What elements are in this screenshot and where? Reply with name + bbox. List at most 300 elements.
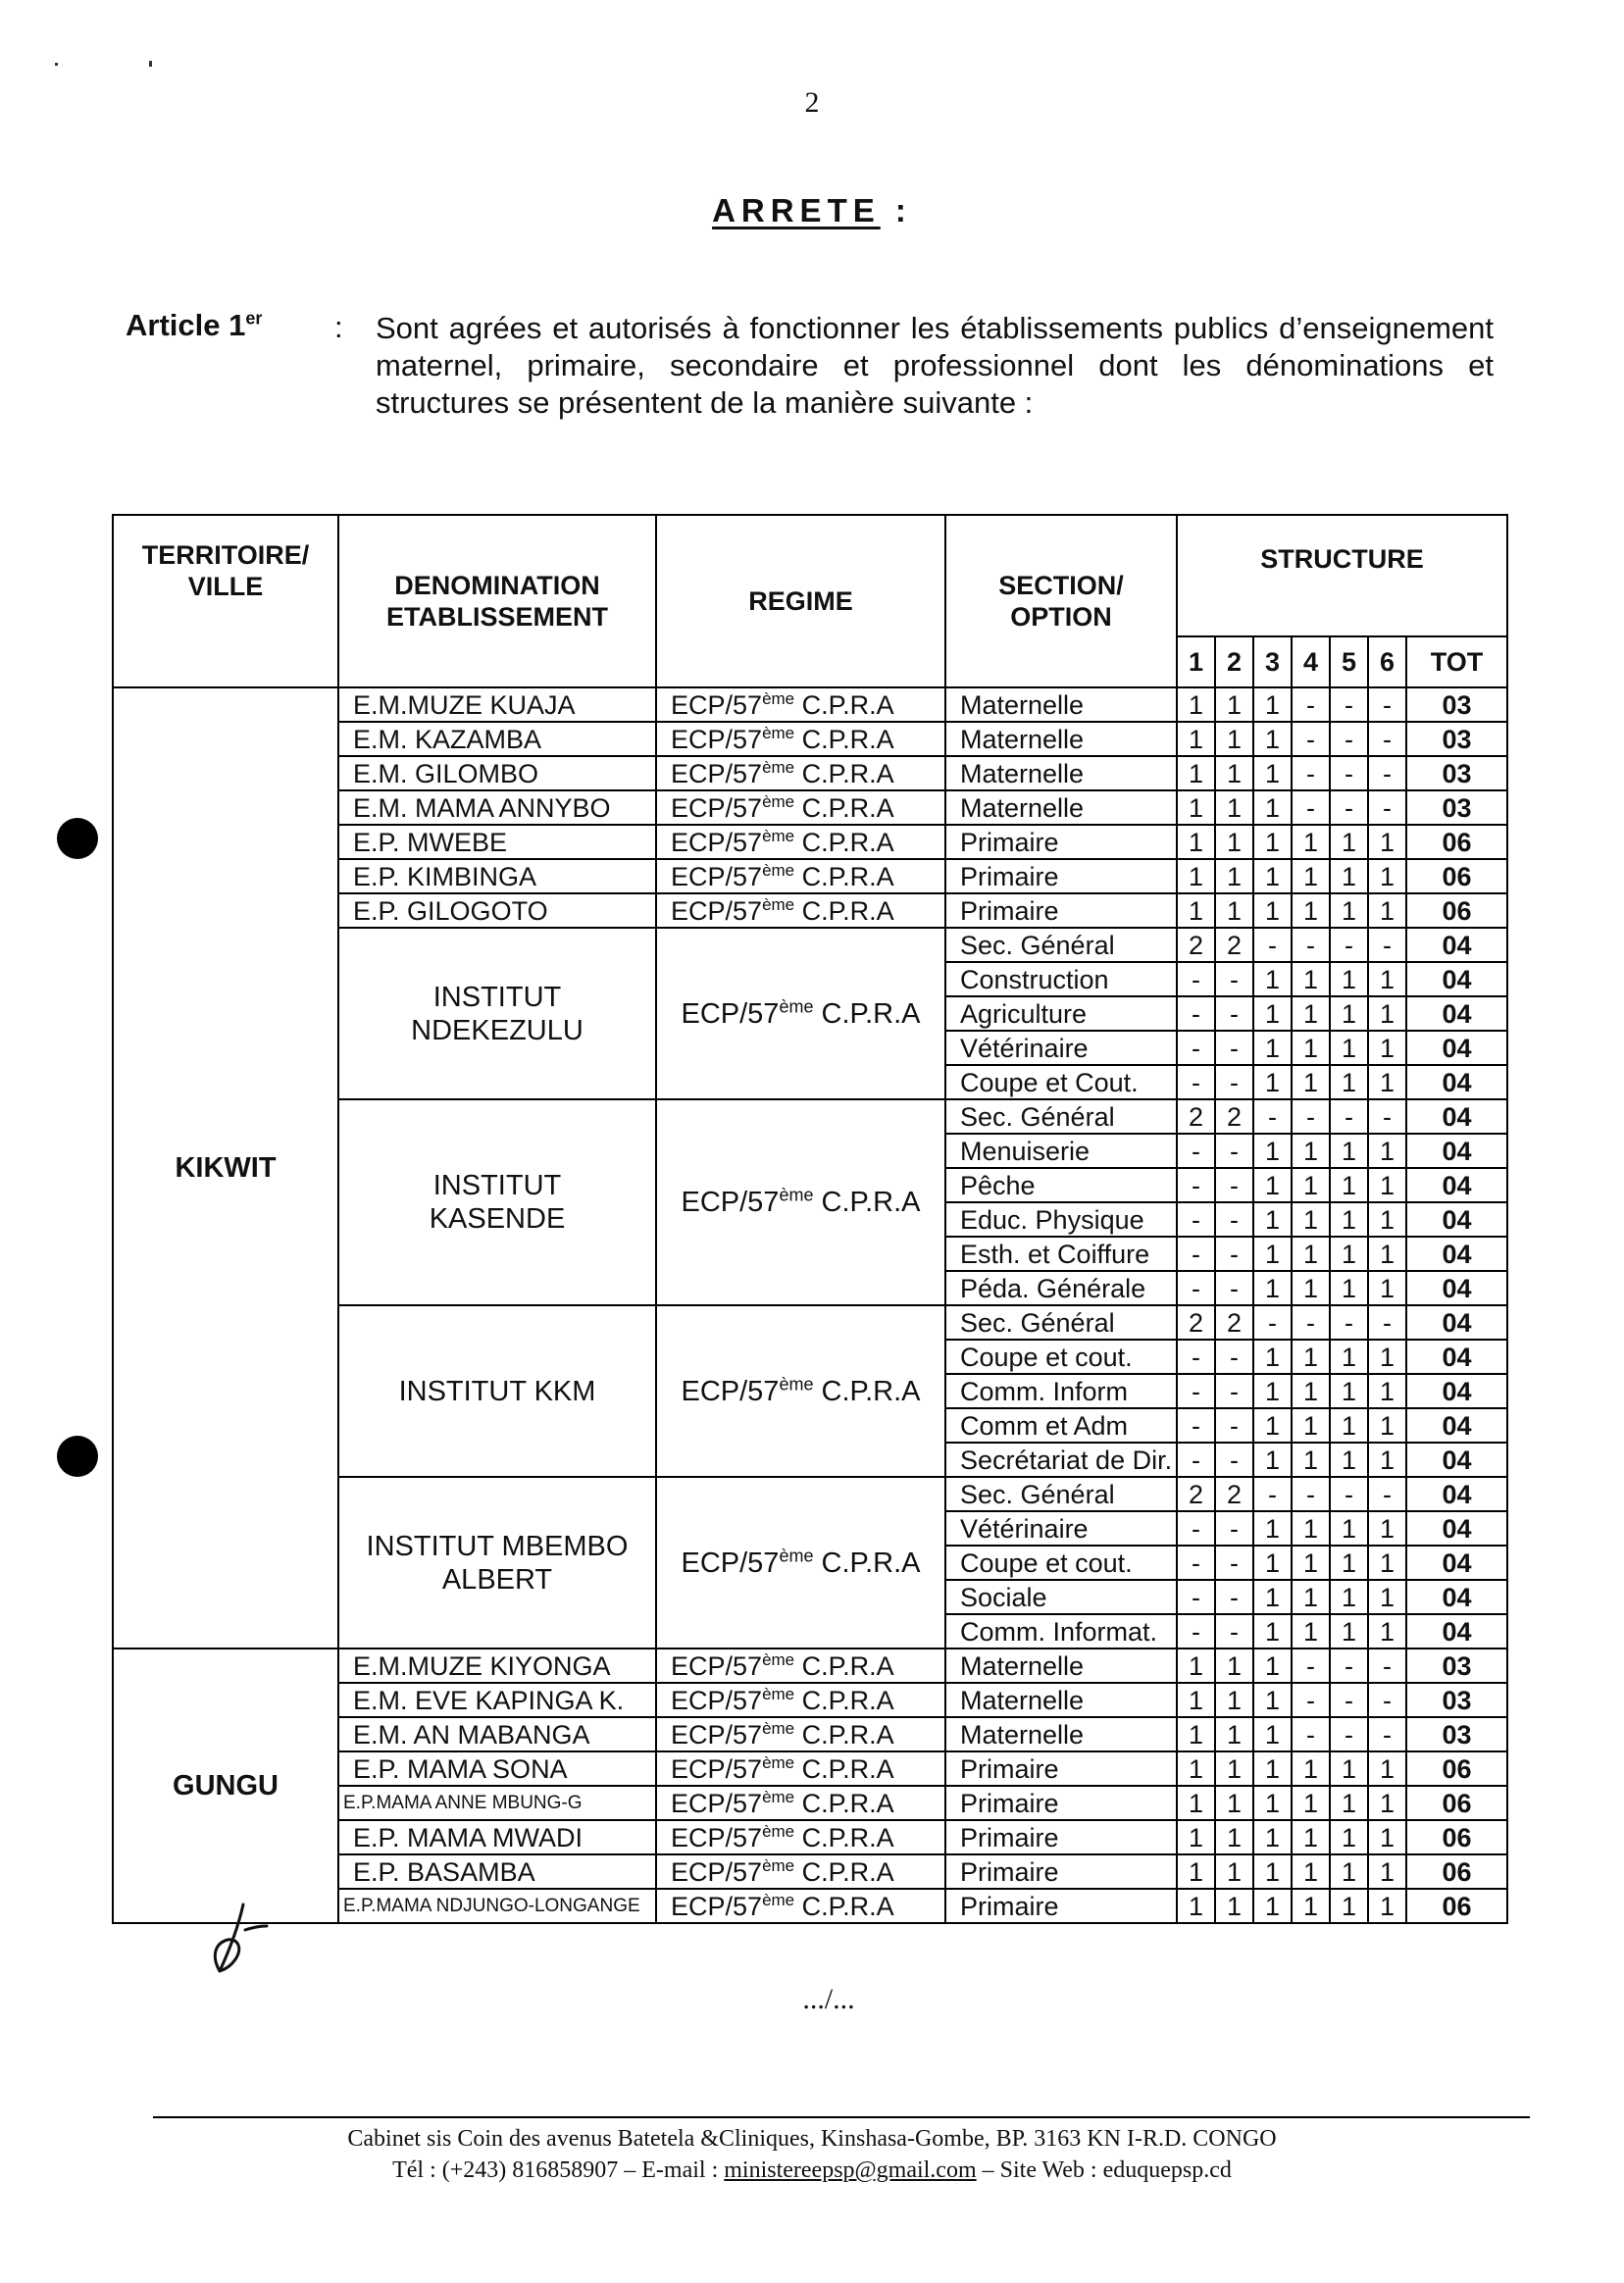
structure-year-4: -	[1292, 1477, 1330, 1511]
school-name: E.M.MUZE KIYONGA	[338, 1649, 656, 1683]
school-name: E.P. BASAMBA	[338, 1854, 656, 1889]
structure-year-5: 1	[1330, 893, 1368, 928]
structure-year-3: 1	[1253, 1340, 1292, 1374]
regime-sup: ème	[762, 1821, 795, 1841]
table-row	[113, 687, 1507, 722]
header-year-3: 3	[1253, 636, 1292, 687]
structure-year-5: -	[1330, 1099, 1368, 1134]
institute-name-line1: INSTITUT	[432, 1170, 562, 1201]
section-option: Sec. Général	[945, 1305, 1177, 1340]
structure-year-3: 1	[1253, 1786, 1292, 1820]
regime-sup: ème	[762, 1649, 795, 1669]
regime-suffix: C.P.R.A	[794, 827, 894, 857]
regime-suffix: C.P.R.A	[813, 997, 921, 1030]
structure-year-3: 1	[1253, 1717, 1292, 1751]
structure-year-6: 1	[1368, 1340, 1406, 1374]
structure-year-3: -	[1253, 1477, 1292, 1511]
structure-year-6: 1	[1368, 1820, 1406, 1854]
structure-year-2: 2	[1215, 1305, 1253, 1340]
structure-year-3: 1	[1253, 1751, 1292, 1786]
structure-year-5: 1	[1330, 1511, 1368, 1546]
header-year-6: 6	[1368, 636, 1406, 687]
structure-year-4: 1	[1292, 1786, 1330, 1820]
structure-year-6: 1	[1368, 1443, 1406, 1477]
structure-year-4: -	[1292, 1649, 1330, 1683]
structure-year-4: -	[1292, 928, 1330, 962]
school-name: E.M. GILOMBO	[338, 756, 656, 790]
structure-year-2: 2	[1215, 928, 1253, 962]
territory-name: KIKWIT	[113, 687, 338, 1649]
structure-total: 04	[1406, 1511, 1507, 1546]
structure-year-4: 1	[1292, 1546, 1330, 1580]
structure-year-6: -	[1368, 1717, 1406, 1751]
structure-year-6: -	[1368, 687, 1406, 722]
structure-total: 04	[1406, 1202, 1507, 1237]
structure-year-6: 1	[1368, 1134, 1406, 1168]
structure-year-2: 1	[1215, 825, 1253, 859]
regime-code: ECP/57	[671, 1788, 763, 1818]
structure-year-3: 1	[1253, 1065, 1292, 1099]
structure-year-5: 1	[1330, 1443, 1368, 1477]
structure-year-3: 1	[1253, 1820, 1292, 1854]
structure-year-5: 1	[1330, 1546, 1368, 1580]
structure-year-3: 1	[1253, 962, 1292, 996]
institute-name	[338, 1305, 656, 1477]
regime-code: ECP/57	[671, 1719, 763, 1750]
regime-suffix: C.P.R.A	[794, 861, 894, 891]
section-option: Primaire	[945, 1854, 1177, 1889]
structure-total: 04	[1406, 1305, 1507, 1340]
structure-year-1: 1	[1177, 1820, 1215, 1854]
structure-year-2: 1	[1215, 859, 1253, 893]
structure-total: 03	[1406, 687, 1507, 722]
structure-total: 04	[1406, 1408, 1507, 1443]
structure-year-6: 1	[1368, 1751, 1406, 1786]
structure-year-1: -	[1177, 962, 1215, 996]
regime-cell	[656, 1477, 945, 1649]
regime-code: ECP/57	[681, 997, 780, 1030]
structure-year-1: 2	[1177, 1099, 1215, 1134]
section-option: Primaire	[945, 893, 1177, 928]
handwritten-initials	[206, 1901, 275, 1979]
school-name: E.M. AN MABANGA	[338, 1717, 656, 1751]
structure-year-3: 1	[1253, 756, 1292, 790]
structure-year-4: 1	[1292, 1237, 1330, 1271]
structure-year-4: 1	[1292, 1443, 1330, 1477]
regime-sup: ème	[779, 995, 814, 1016]
structure-year-6: 1	[1368, 1237, 1406, 1271]
school-name: E.M. KAZAMBA	[338, 722, 656, 756]
structure-year-1: -	[1177, 1580, 1215, 1614]
school-name: E.P. MWEBE	[338, 825, 656, 859]
structure-total: 04	[1406, 996, 1507, 1031]
structure-year-1: -	[1177, 1443, 1215, 1477]
structure-year-1: -	[1177, 1134, 1215, 1168]
structure-year-6: 1	[1368, 1786, 1406, 1820]
structure-year-2: 1	[1215, 1683, 1253, 1717]
structure-year-2: 1	[1215, 1649, 1253, 1683]
structure-total: 04	[1406, 928, 1507, 962]
regime-suffix: C.P.R.A	[794, 1685, 894, 1715]
structure-total: 03	[1406, 1649, 1507, 1683]
structure-year-3: 1	[1253, 1031, 1292, 1065]
structure-year-1: -	[1177, 1511, 1215, 1546]
section-option: Primaire	[945, 825, 1177, 859]
structure-total: 03	[1406, 1683, 1507, 1717]
structure-year-3: 1	[1253, 1237, 1292, 1271]
structure-year-5: 1	[1330, 1271, 1368, 1305]
footer-address: Cabinet sis Coin des avenus Batetela &Cliniques, Kinshasa-Gombe, BP. 3163 KN I-R.D. CONGO	[347, 2126, 1277, 2152]
section-option: Maternelle	[945, 790, 1177, 825]
structure-year-5: 1	[1330, 825, 1368, 859]
structure-total: 04	[1406, 1443, 1507, 1477]
structure-year-3: 1	[1253, 722, 1292, 756]
structure-year-6: 1	[1368, 1168, 1406, 1202]
footer-phone: Tél : (+243) 816858907 – E-mail :	[392, 2157, 725, 2183]
structure-year-6: 1	[1368, 859, 1406, 893]
regime-suffix: C.P.R.A	[813, 1375, 921, 1407]
structure-year-5: 1	[1330, 1168, 1368, 1202]
structure-year-3: 1	[1253, 859, 1292, 893]
section-option: Coupe et Cout.	[945, 1065, 1177, 1099]
structure-year-2: -	[1215, 1168, 1253, 1202]
institute-name-line1: INSTITUT KKM	[398, 1375, 596, 1407]
section-option: Primaire	[945, 859, 1177, 893]
school-name: E.P. MAMA SONA	[338, 1751, 656, 1786]
section-option: Maternelle	[945, 722, 1177, 756]
section-option: Sec. Général	[945, 928, 1177, 962]
header-year-1: 1	[1177, 636, 1215, 687]
structure-total: 06	[1406, 893, 1507, 928]
section-option: Sociale	[945, 1580, 1177, 1614]
structure-year-5: 1	[1330, 1065, 1368, 1099]
regime-suffix: C.P.R.A	[794, 895, 894, 926]
regime-suffix: C.P.R.A	[794, 1650, 894, 1681]
structure-year-2: 1	[1215, 1786, 1253, 1820]
structure-year-3: 1	[1253, 1408, 1292, 1443]
structure-year-1: 1	[1177, 1854, 1215, 1889]
structure-year-2: 1	[1215, 1820, 1253, 1854]
structure-year-1: 1	[1177, 687, 1215, 722]
structure-year-6: 1	[1368, 1031, 1406, 1065]
structure-total: 06	[1406, 1889, 1507, 1923]
structure-year-3: 1	[1253, 1889, 1292, 1923]
structure-year-6: 1	[1368, 962, 1406, 996]
footer-email: ministereepsp@gmail.com	[724, 2157, 977, 2183]
regime-code: ECP/57	[671, 1753, 763, 1784]
regime-sup: ème	[762, 1787, 795, 1806]
section-option: Comm. Informat.	[945, 1614, 1177, 1649]
structure-year-3: 1	[1253, 1683, 1292, 1717]
structure-year-1: -	[1177, 1408, 1215, 1443]
section-option: Construction	[945, 962, 1177, 996]
section-option: Comm. Inform	[945, 1374, 1177, 1408]
structure-year-4: 1	[1292, 1271, 1330, 1305]
regime-sup: ème	[762, 894, 795, 914]
section-option: Sec. Général	[945, 1477, 1177, 1511]
structure-year-2: 1	[1215, 1751, 1253, 1786]
structure-year-5: -	[1330, 722, 1368, 756]
structure-year-4: 1	[1292, 1889, 1330, 1923]
regime-sup: ème	[762, 826, 795, 845]
structure-year-5: -	[1330, 1305, 1368, 1340]
structure-year-2: 1	[1215, 1889, 1253, 1923]
regime-sup: ème	[762, 1855, 795, 1875]
structure-year-6: -	[1368, 756, 1406, 790]
structure-year-4: 1	[1292, 1854, 1330, 1889]
section-option: Primaire	[945, 1786, 1177, 1820]
scan-speck	[55, 63, 58, 66]
structure-year-1: 1	[1177, 1683, 1215, 1717]
structure-total: 04	[1406, 1374, 1507, 1408]
section-option: Primaire	[945, 1751, 1177, 1786]
structure-year-5: -	[1330, 1717, 1368, 1751]
article-label-sup: er	[245, 308, 263, 329]
structure-year-6: -	[1368, 928, 1406, 962]
structure-year-4: 1	[1292, 1751, 1330, 1786]
institute-name-line2: KASENDE	[429, 1203, 566, 1235]
structure-year-4: 1	[1292, 996, 1330, 1031]
structure-year-6: -	[1368, 1305, 1406, 1340]
structure-year-2: -	[1215, 1511, 1253, 1546]
regime-code: ECP/57	[671, 861, 763, 891]
continuation-mark: .../...	[802, 1983, 855, 2015]
regime-cell	[656, 859, 945, 893]
structure-year-4: 1	[1292, 1168, 1330, 1202]
institute-name-line1: INSTITUT	[432, 981, 562, 1013]
structure-total: 06	[1406, 1854, 1507, 1889]
scan-speck	[149, 61, 152, 67]
regime-cell	[656, 1099, 945, 1305]
structure-total: 04	[1406, 1580, 1507, 1614]
structure-year-5: 1	[1330, 1889, 1368, 1923]
page-heading	[0, 192, 1624, 229]
structure-year-6: -	[1368, 1099, 1406, 1134]
structure-year-5: 1	[1330, 1237, 1368, 1271]
regime-suffix: C.P.R.A	[794, 1822, 894, 1852]
school-name: E.P. MAMA MWADI	[338, 1820, 656, 1854]
regime-code: ECP/57	[671, 827, 763, 857]
structure-year-3: 1	[1253, 1443, 1292, 1477]
structure-year-4: 1	[1292, 1031, 1330, 1065]
regime-cell	[656, 1786, 945, 1820]
structure-year-2: -	[1215, 1340, 1253, 1374]
structure-year-1: -	[1177, 1065, 1215, 1099]
structure-year-6: 1	[1368, 1408, 1406, 1443]
structure-year-2: -	[1215, 1546, 1253, 1580]
section-option: Vétérinaire	[945, 1031, 1177, 1065]
structure-year-4: 1	[1292, 1134, 1330, 1168]
structure-year-1: 1	[1177, 825, 1215, 859]
regime-sup: ème	[762, 1718, 795, 1738]
section-option: Maternelle	[945, 756, 1177, 790]
regime-cell	[656, 1820, 945, 1854]
header-total: TOT	[1406, 636, 1507, 687]
structure-year-1: 1	[1177, 1751, 1215, 1786]
structure-year-5: 1	[1330, 1031, 1368, 1065]
structure-year-5: 1	[1330, 1786, 1368, 1820]
school-name: E.P.MAMA NDJUNGO-LONGANGE	[338, 1889, 656, 1923]
table-row	[113, 1649, 1507, 1683]
structure-year-1: 1	[1177, 790, 1215, 825]
page-number: 2	[804, 86, 820, 119]
regime-suffix: C.P.R.A	[794, 1788, 894, 1818]
structure-year-2: -	[1215, 1237, 1253, 1271]
structure-year-3: 1	[1253, 1168, 1292, 1202]
structure-total: 04	[1406, 962, 1507, 996]
institute-name-line2: ALBERT	[441, 1563, 553, 1596]
structure-year-2: 1	[1215, 756, 1253, 790]
structure-year-5: -	[1330, 790, 1368, 825]
structure-year-3: 1	[1253, 996, 1292, 1031]
section-option: Maternelle	[945, 1717, 1177, 1751]
structure-year-6: 1	[1368, 825, 1406, 859]
structure-year-5: 1	[1330, 1751, 1368, 1786]
regime-code: ECP/57	[671, 1685, 763, 1715]
structure-total: 06	[1406, 1751, 1507, 1786]
section-option: Péda. Générale	[945, 1271, 1177, 1305]
structure-year-6: -	[1368, 1477, 1406, 1511]
structure-year-5: 1	[1330, 1820, 1368, 1854]
structure-year-3: 1	[1253, 1134, 1292, 1168]
section-option: Primaire	[945, 1820, 1177, 1854]
regime-cell	[656, 1649, 945, 1683]
institute-name	[338, 1099, 656, 1305]
structure-year-4: -	[1292, 722, 1330, 756]
structure-year-2: -	[1215, 996, 1253, 1031]
structure-year-3: 1	[1253, 893, 1292, 928]
structure-year-4: 1	[1292, 859, 1330, 893]
structure-year-5: 1	[1330, 1134, 1368, 1168]
structure-total: 03	[1406, 790, 1507, 825]
structure-year-1: 1	[1177, 756, 1215, 790]
structure-year-3: 1	[1253, 1202, 1292, 1237]
table-body	[113, 687, 1507, 1923]
structure-year-4: 1	[1292, 1202, 1330, 1237]
header-year-5: 5	[1330, 636, 1368, 687]
section-option: Vétérinaire	[945, 1511, 1177, 1546]
structure-year-1: -	[1177, 996, 1215, 1031]
structure-year-1: -	[1177, 1237, 1215, 1271]
regime-sup: ème	[779, 1185, 814, 1205]
structure-year-6: 1	[1368, 1889, 1406, 1923]
regime-code: ECP/57	[671, 895, 763, 926]
structure-year-6: -	[1368, 790, 1406, 825]
structure-total: 04	[1406, 1031, 1507, 1065]
structure-year-6: -	[1368, 722, 1406, 756]
section-option: Primaire	[945, 1889, 1177, 1923]
regime-cell	[656, 687, 945, 722]
regime-cell	[656, 1717, 945, 1751]
regime-code: ECP/57	[671, 724, 763, 754]
structure-total: 04	[1406, 1134, 1507, 1168]
structure-year-2: -	[1215, 1065, 1253, 1099]
structure-year-2: 1	[1215, 1717, 1253, 1751]
structure-total: 04	[1406, 1237, 1507, 1271]
section-option: Pêche	[945, 1168, 1177, 1202]
regime-sup: ème	[779, 1373, 814, 1394]
structure-year-1: 1	[1177, 1786, 1215, 1820]
section-option: Educ. Physique	[945, 1202, 1177, 1237]
header-denomination: DENOMINATION ETABLISSEMENT	[338, 515, 656, 687]
structure-year-5: -	[1330, 928, 1368, 962]
regime-cell	[656, 893, 945, 928]
regime-suffix: C.P.R.A	[794, 689, 894, 720]
regime-sup: ème	[762, 688, 795, 708]
structure-year-3: 1	[1253, 687, 1292, 722]
structure-year-6: 1	[1368, 1511, 1406, 1546]
structure-year-5: 1	[1330, 1340, 1368, 1374]
structure-year-5: 1	[1330, 859, 1368, 893]
regime-cell	[656, 1683, 945, 1717]
structure-year-4: -	[1292, 1305, 1330, 1340]
structure-year-2: 2	[1215, 1477, 1253, 1511]
structure-total: 06	[1406, 859, 1507, 893]
structure-year-4: -	[1292, 790, 1330, 825]
regime-cell	[656, 928, 945, 1099]
structure-year-5: -	[1330, 1683, 1368, 1717]
structure-year-1: -	[1177, 1168, 1215, 1202]
regime-sup: ème	[762, 860, 795, 880]
section-option: Menuiserie	[945, 1134, 1177, 1168]
regime-suffix: C.P.R.A	[794, 1719, 894, 1750]
structure-year-1: 2	[1177, 928, 1215, 962]
regime-sup: ème	[762, 723, 795, 742]
structure-year-3: 1	[1253, 1580, 1292, 1614]
regime-cell	[656, 1305, 945, 1477]
regime-sup: ème	[779, 1545, 814, 1565]
structure-year-4: -	[1292, 1099, 1330, 1134]
section-option: Maternelle	[945, 1649, 1177, 1683]
structure-year-2: -	[1215, 1031, 1253, 1065]
structure-year-5: 1	[1330, 1202, 1368, 1237]
regime-suffix: C.P.R.A	[813, 1187, 921, 1218]
article-text: Sont agrées et autorisés à fonctionner les établissements publics d’enseignement maternel, primaire, secondaire et professionnel dont les dénominations et structures se présentent de la manière suivante :	[376, 311, 1494, 420]
structure-year-6: 1	[1368, 1580, 1406, 1614]
structure-year-6: 1	[1368, 1546, 1406, 1580]
structure-year-3: -	[1253, 1099, 1292, 1134]
structure-year-2: 1	[1215, 893, 1253, 928]
regime-sup: ème	[762, 791, 795, 811]
regime-suffix: C.P.R.A	[813, 1547, 921, 1579]
heading-colon: :	[894, 192, 912, 228]
regime-code: ECP/57	[671, 758, 763, 788]
structure-year-1: -	[1177, 1031, 1215, 1065]
structure-year-1: -	[1177, 1546, 1215, 1580]
structure-year-2: -	[1215, 1271, 1253, 1305]
header-territoire: TERRITOIRE/ VILLE	[113, 515, 338, 687]
structure-total: 04	[1406, 1477, 1507, 1511]
structure-year-2: 1	[1215, 790, 1253, 825]
structure-year-3: 1	[1253, 1374, 1292, 1408]
structure-year-2: -	[1215, 962, 1253, 996]
structure-year-1: 1	[1177, 859, 1215, 893]
regime-code: ECP/57	[681, 1375, 780, 1407]
school-name: E.M.MUZE KUAJA	[338, 687, 656, 722]
structure-year-4: 1	[1292, 893, 1330, 928]
structure-year-2: 1	[1215, 687, 1253, 722]
structure-year-2: 2	[1215, 1099, 1253, 1134]
structure-year-3: 1	[1253, 1614, 1292, 1649]
structure-year-4: 1	[1292, 1614, 1330, 1649]
structure-total: 04	[1406, 1340, 1507, 1374]
structure-total: 03	[1406, 1717, 1507, 1751]
structure-year-2: 1	[1215, 1854, 1253, 1889]
structure-year-5: 1	[1330, 1408, 1368, 1443]
section-option: Sec. Général	[945, 1099, 1177, 1134]
structure-year-1: 1	[1177, 1649, 1215, 1683]
structure-year-5: 1	[1330, 962, 1368, 996]
